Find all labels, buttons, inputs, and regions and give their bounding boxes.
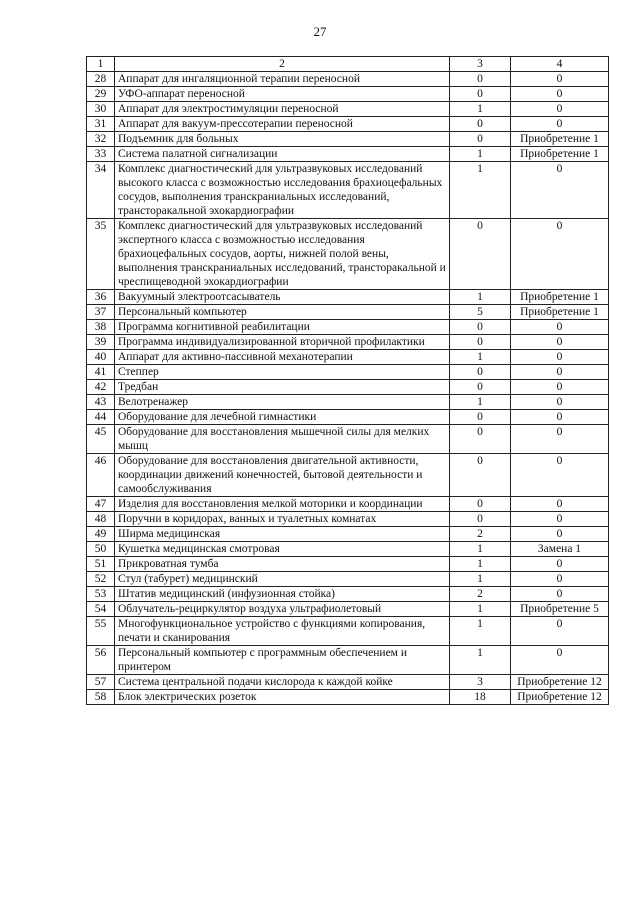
table-row <box>87 365 609 380</box>
equipment-name-cell: Штатив медицинский (инфузионная стойка) <box>115 587 450 602</box>
table-row <box>87 675 609 690</box>
table-row <box>87 602 609 617</box>
equipment-name-cell: Оборудование для лечебной гимнастики <box>115 410 450 425</box>
table-row <box>87 410 609 425</box>
row-number-cell: 52 <box>87 572 115 587</box>
equipment-name-cell: Программа когнитивной реабилитации <box>115 320 450 335</box>
equipment-name-cell: Кушетка медицинская смотровая <box>115 542 450 557</box>
row-number-cell: 28 <box>87 72 115 87</box>
requirement-cell: Приобретение 12 <box>511 675 609 690</box>
requirement-cell: 0 <box>511 497 609 512</box>
quantity-cell: 1 <box>450 557 511 572</box>
requirement-cell: 0 <box>511 425 609 454</box>
table-row <box>87 162 609 219</box>
row-number-cell: 33 <box>87 147 115 162</box>
equipment-name-cell: Система палатной сигнализации <box>115 147 450 162</box>
quantity-cell: 0 <box>450 132 511 147</box>
row-number-cell: 49 <box>87 527 115 542</box>
table-row <box>87 117 609 132</box>
table-row <box>87 350 609 365</box>
table-row <box>87 572 609 587</box>
equipment-name-cell: Стул (табурет) медицинский <box>115 572 450 587</box>
requirement-cell: 0 <box>511 557 609 572</box>
equipment-name-cell: Изделия для восстановления мелкой моторики и координации <box>115 497 450 512</box>
equipment-name-cell: Комплекс диагностический для ультразвуковых исследований экспертного класса с возможностью исследования брахиоцефальных сосудов, аорты, нижней полой вены, выполнения транскраниальных исследований, трансторакальной и чреспищеводной эхокардиографии <box>115 219 450 290</box>
requirement-cell: 0 <box>511 162 609 219</box>
requirement-cell: 0 <box>511 512 609 527</box>
table-row <box>87 454 609 497</box>
quantity-cell: 18 <box>450 690 511 705</box>
requirement-cell: Приобретение 1 <box>511 290 609 305</box>
quantity-cell: 1 <box>450 646 511 675</box>
row-number-cell: 31 <box>87 117 115 132</box>
row-number-cell: 37 <box>87 305 115 320</box>
requirement-cell: Приобретение 1 <box>511 305 609 320</box>
table-row <box>87 335 609 350</box>
table-row <box>87 690 609 705</box>
quantity-cell: 1 <box>450 572 511 587</box>
table-row <box>87 395 609 410</box>
requirement-cell: Приобретение 12 <box>511 690 609 705</box>
equipment-name-cell: Облучатель-рециркулятор воздуха ультрафиолетовый <box>115 602 450 617</box>
requirement-cell: 0 <box>511 617 609 646</box>
quantity-cell: 0 <box>450 365 511 380</box>
quantity-cell: 0 <box>450 454 511 497</box>
equipment-name-cell: Аппарат для ингаляционной терапии переносной <box>115 72 450 87</box>
table-row <box>87 320 609 335</box>
equipment-name-cell: Вакуумный электроотсасыватель <box>115 290 450 305</box>
quantity-cell: 1 <box>450 350 511 365</box>
quantity-cell: 1 <box>450 602 511 617</box>
quantity-cell: 0 <box>450 380 511 395</box>
table-row <box>87 527 609 542</box>
table-row <box>87 646 609 675</box>
table-row <box>87 617 609 646</box>
table-row <box>87 102 609 117</box>
requirement-cell: Приобретение 1 <box>511 132 609 147</box>
page-number: 27 <box>313 24 327 39</box>
quantity-cell: 1 <box>450 162 511 219</box>
equipment-name-cell: Подъемник для больных <box>115 132 450 147</box>
quantity-cell: 1 <box>450 395 511 410</box>
row-number-cell: 41 <box>87 365 115 380</box>
requirement-cell: 0 <box>511 454 609 497</box>
row-number-cell: 57 <box>87 675 115 690</box>
equipment-name-cell: Тредбан <box>115 380 450 395</box>
requirement-cell: 0 <box>511 219 609 290</box>
equipment-name-cell: Степпер <box>115 365 450 380</box>
quantity-cell: 1 <box>450 617 511 646</box>
requirement-cell: 0 <box>511 365 609 380</box>
requirement-cell: Замена 1 <box>511 542 609 557</box>
requirement-cell: Приобретение 1 <box>511 147 609 162</box>
requirement-cell: 0 <box>511 572 609 587</box>
row-number-cell: 47 <box>87 497 115 512</box>
row-number-cell: 30 <box>87 102 115 117</box>
row-number-cell: 50 <box>87 542 115 557</box>
table-row <box>87 219 609 290</box>
table-row <box>87 305 609 320</box>
equipment-name-cell: Программа индивидуализированной вторичной профилактики <box>115 335 450 350</box>
requirement-cell: Приобретение 5 <box>511 602 609 617</box>
row-number-cell: 55 <box>87 617 115 646</box>
requirement-cell: 0 <box>511 587 609 602</box>
row-number-cell: 32 <box>87 132 115 147</box>
table-row <box>87 147 609 162</box>
row-number-cell: 48 <box>87 512 115 527</box>
column-header: 2 <box>115 57 450 72</box>
requirement-cell: 0 <box>511 102 609 117</box>
table-row <box>87 132 609 147</box>
requirement-cell: 0 <box>511 350 609 365</box>
equipment-name-cell: Аппарат для вакуум-прессотерапии переносной <box>115 117 450 132</box>
requirement-cell: 0 <box>511 72 609 87</box>
requirement-cell: 0 <box>511 380 609 395</box>
requirement-cell: 0 <box>511 410 609 425</box>
quantity-cell: 2 <box>450 527 511 542</box>
quantity-cell: 0 <box>450 512 511 527</box>
equipment-name-cell: Система центральной подачи кислорода к каждой койке <box>115 675 450 690</box>
table-row <box>87 290 609 305</box>
row-number-cell: 54 <box>87 602 115 617</box>
quantity-cell: 1 <box>450 542 511 557</box>
quantity-cell: 0 <box>450 410 511 425</box>
quantity-cell: 0 <box>450 117 511 132</box>
row-number-cell: 58 <box>87 690 115 705</box>
table-header-row <box>87 57 609 72</box>
quantity-cell: 1 <box>450 102 511 117</box>
table-row <box>87 72 609 87</box>
table-row <box>87 87 609 102</box>
table-row <box>87 425 609 454</box>
equipment-name-cell: Аппарат для активно-пассивной механотерапии <box>115 350 450 365</box>
requirement-cell: 0 <box>511 320 609 335</box>
quantity-cell: 0 <box>450 425 511 454</box>
quantity-cell: 1 <box>450 147 511 162</box>
column-header: 4 <box>511 57 609 72</box>
row-number-cell: 38 <box>87 320 115 335</box>
row-number-cell: 40 <box>87 350 115 365</box>
table-row <box>87 512 609 527</box>
equipment-name-cell: Персональный компьютер <box>115 305 450 320</box>
row-number-cell: 56 <box>87 646 115 675</box>
equipment-name-cell: Аппарат для электростимуляции переносной <box>115 102 450 117</box>
quantity-cell: 3 <box>450 675 511 690</box>
row-number-cell: 36 <box>87 290 115 305</box>
row-number-cell: 44 <box>87 410 115 425</box>
quantity-cell: 0 <box>450 219 511 290</box>
column-header: 1 <box>87 57 115 72</box>
quantity-cell: 0 <box>450 335 511 350</box>
row-number-cell: 53 <box>87 587 115 602</box>
equipment-name-cell: Велотренажер <box>115 395 450 410</box>
table-row <box>87 380 609 395</box>
row-number-cell: 39 <box>87 335 115 350</box>
equipment-name-cell: Оборудование для восстановления мышечной силы для мелких мышц <box>115 425 450 454</box>
equipment-name-cell: Персональный компьютер с программным обеспечением и принтером <box>115 646 450 675</box>
quantity-cell: 1 <box>450 290 511 305</box>
quantity-cell: 0 <box>450 72 511 87</box>
row-number-cell: 29 <box>87 87 115 102</box>
equipment-name-cell: УФО-аппарат переносной <box>115 87 450 102</box>
quantity-cell: 0 <box>450 320 511 335</box>
equipment-name-cell: Прикроватная тумба <box>115 557 450 572</box>
quantity-cell: 0 <box>450 497 511 512</box>
requirement-cell: 0 <box>511 117 609 132</box>
row-number-cell: 43 <box>87 395 115 410</box>
requirement-cell: 0 <box>511 395 609 410</box>
requirement-cell: 0 <box>511 335 609 350</box>
table-body <box>87 72 609 705</box>
table-row <box>87 542 609 557</box>
equipment-name-cell: Оборудование для восстановления двигательной активности, координации движений конечностей, бытовой деятельности и самообслуживания <box>115 454 450 497</box>
requirement-cell: 0 <box>511 527 609 542</box>
table-row <box>87 557 609 572</box>
quantity-cell: 0 <box>450 87 511 102</box>
row-number-cell: 51 <box>87 557 115 572</box>
equipment-name-cell: Поручни в коридорах, ванных и туалетных комнатах <box>115 512 450 527</box>
table-row <box>87 497 609 512</box>
row-number-cell: 34 <box>87 162 115 219</box>
table-row <box>87 587 609 602</box>
row-number-cell: 45 <box>87 425 115 454</box>
requirement-cell: 0 <box>511 646 609 675</box>
equipment-table <box>86 56 609 705</box>
equipment-name-cell: Комплекс диагностический для ультразвуковых исследований высокого класса с возможностью исследования брахиоцефальных сосудов, выполнения транскраниальных исследований, трансторакальной эхокардиографии <box>115 162 450 219</box>
column-header: 3 <box>450 57 511 72</box>
equipment-name-cell: Ширма медицинская <box>115 527 450 542</box>
equipment-name-cell: Многофункциональное устройство с функциями копирования, печати и сканирования <box>115 617 450 646</box>
row-number-cell: 35 <box>87 219 115 290</box>
row-number-cell: 42 <box>87 380 115 395</box>
equipment-name-cell: Блок электрических розеток <box>115 690 450 705</box>
quantity-cell: 2 <box>450 587 511 602</box>
quantity-cell: 5 <box>450 305 511 320</box>
requirement-cell: 0 <box>511 87 609 102</box>
row-number-cell: 46 <box>87 454 115 497</box>
